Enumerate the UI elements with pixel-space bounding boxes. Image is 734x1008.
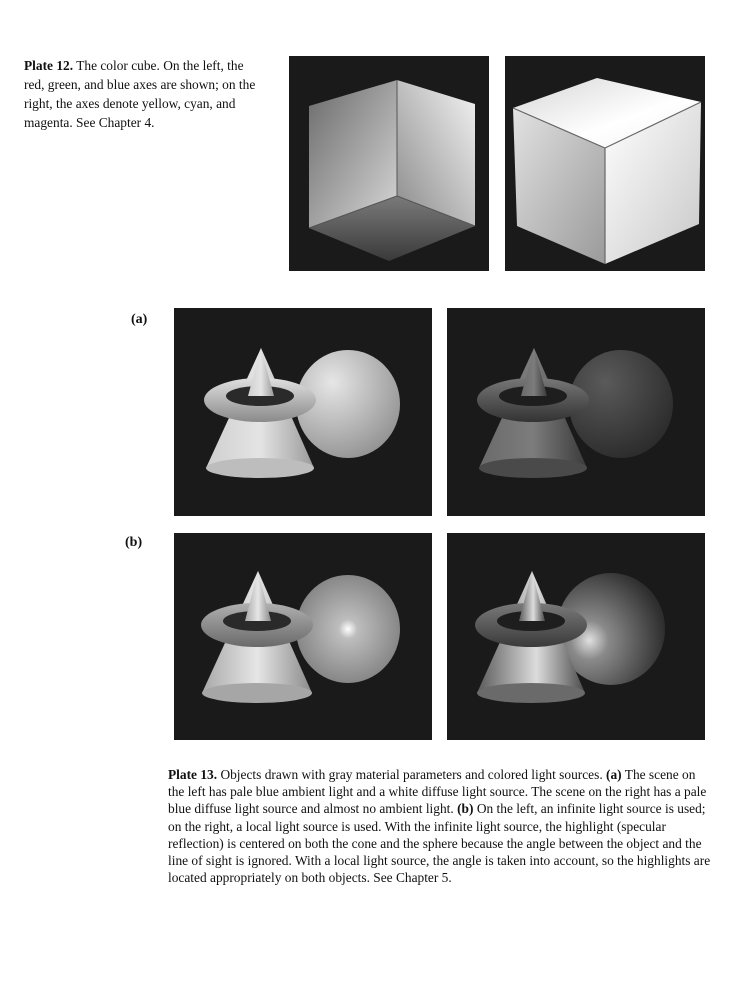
color-cube-cmy-image [505,56,705,271]
plate-13-b-marker: (b) [457,801,474,817]
plate-12-text: The color cube. On the left, the red, green, and blue axes are shown; on the right, the axes denote yellow, cyan, and magenta. See Chapter 4. [24,58,256,130]
plate-13-a-text: The scene on the left has pale blue ambient light and a white diffuse light source. The scene on the right has a pale blue diffuse light source and almost no ambient light. [168,767,707,817]
scene-b-left-image [174,533,432,740]
panel-label-a: (a) [131,312,148,327]
plate-12-label: Plate 12. [24,58,74,73]
plate-12-caption [24,56,264,132]
panel-label-b: (b) [125,535,143,550]
plate-13-label: Plate 13. [168,767,218,782]
plate-13-intro: Objects drawn with gray material parameters and colored light sources. [217,767,607,782]
color-cube-rgb-image [289,56,489,271]
scene-a-right-image [447,308,705,516]
plate-13-b-text: On the left, an infinite light source is used; on the right, a local light source is used. With the infinite light source, the highlight (specular reflection) is centered on both the cone and the sphere because the angle between the object and the line of sight is ignored. With a local light source, the angle is taken into account, so the highlights are located appropriately on both objects. See Chapter 5. [168,801,711,886]
plate-13-caption [168,766,713,886]
plate-13-a-marker: (a) [606,767,622,782]
scene-b-right-image [447,533,705,740]
scene-a-left-image [174,308,432,516]
